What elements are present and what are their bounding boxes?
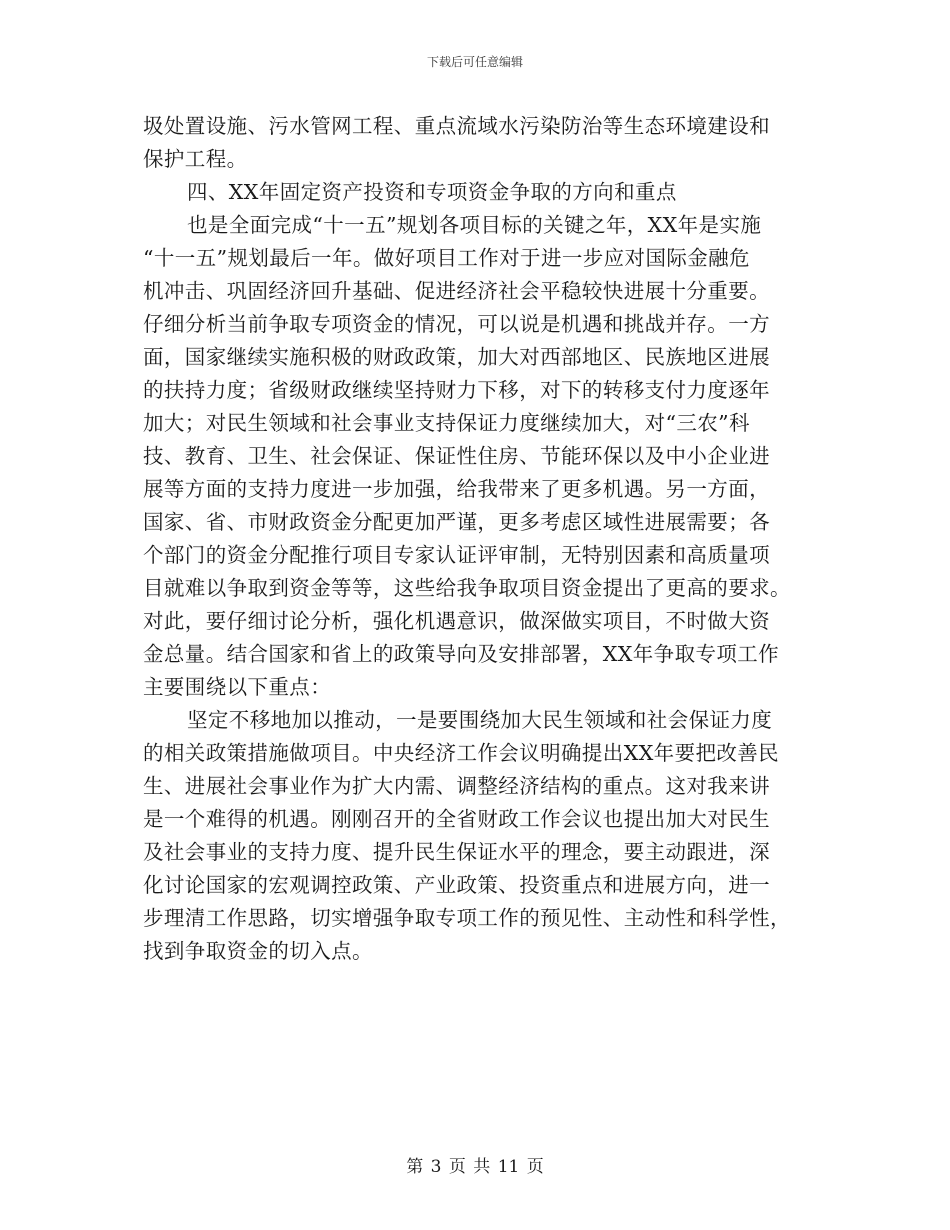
document-body [143, 110, 808, 968]
text-line: 主要围绕以下重点： [143, 675, 332, 699]
text-line: 找到争取资金的切入点。 [143, 939, 373, 963]
text-line: 展等方面的支持力度进一步加强，给我带来了更多机遇。另一方面， [143, 477, 770, 501]
text-line: 坚定不移地加以推动，一是要围绕加大民生领域和社会保证力度 [187, 708, 773, 732]
text-line: 个部门的资金分配推行项目专家认证评审制，无特别因素和高质量项 [143, 543, 770, 567]
page-number: 第 3 页 共 11 页 [406, 1157, 544, 1177]
text-line: 机冲击、巩固经济回升基础、促进经济社会平稳较快进展十分重要。 [143, 279, 770, 303]
text-line: 及社会事业的支持力度、提升民生保证水平的理念，要主动跟进，深 [143, 840, 770, 864]
section-heading: 四、XX年固定资产投资和专项资金争取的方向和重点 [187, 180, 677, 204]
page-header: 下载后可任意编辑 [426, 55, 523, 69]
text-line: 的扶持力度；省级财政继续坚持财力下移，对下的转移支付力度逐年 [143, 378, 770, 402]
text-line: 仔细分析当前争取专项资金的情况，可以说是机遇和挑战并存。一方 [143, 312, 770, 336]
text-line: 步理清工作思路，切实增强争取专项工作的预见性、主动性和科学性， [143, 906, 791, 930]
text-line: 金总量。结合国家和省上的政策导向及安排部署，XX年争取专项工作 [143, 642, 780, 666]
text-line: 也是全面完成“十一五”规划各项目标的关键之年，XX年是实施 [187, 213, 762, 237]
text-line: “十一五”规划最后一年。做好项目工作对于进一步应对国际金融危 [143, 246, 750, 270]
text-line: 生、进展社会事业作为扩大内需、调整经济结构的重点。这对我来讲 [143, 774, 770, 798]
text-line: 保护工程。 [143, 147, 248, 171]
text-line: 面，国家继续实施积极的财政政策，加大对西部地区、民族地区进展 [143, 345, 770, 369]
text-line: 对此，要仔细讨论分析，强化机遇意识，做深做实项目，不时做大资 [143, 609, 770, 633]
text-line: 是一个难得的机遇。刚刚召开的全省财政工作会议也提出加大对民生 [143, 807, 770, 831]
text-line: 技、教育、卫生、社会保证、保证性住房、节能环保以及中小企业进 [143, 444, 770, 468]
text-line: 化讨论国家的宏观调控政策、产业政策、投资重点和进展方向，进一 [143, 873, 770, 897]
text-line: 圾处置设施、污水管网工程、重点流域水污染防治等生态环境建设和 [143, 114, 770, 138]
text-line: 加大；对民生领域和社会事业支持保证力度继续加大，对“三农”科 [143, 411, 750, 435]
text-line: 的相关政策措施做项目。中央经济工作会议明确提出XX年要把改善民 [143, 741, 780, 765]
text-line: 国家、省、市财政资金分配更加严谨，更多考虑区域性进展需要；各 [143, 510, 770, 534]
text-line: 目就难以争取到资金等等，这些给我争取项目资金提出了更高的要求。 [143, 576, 791, 600]
